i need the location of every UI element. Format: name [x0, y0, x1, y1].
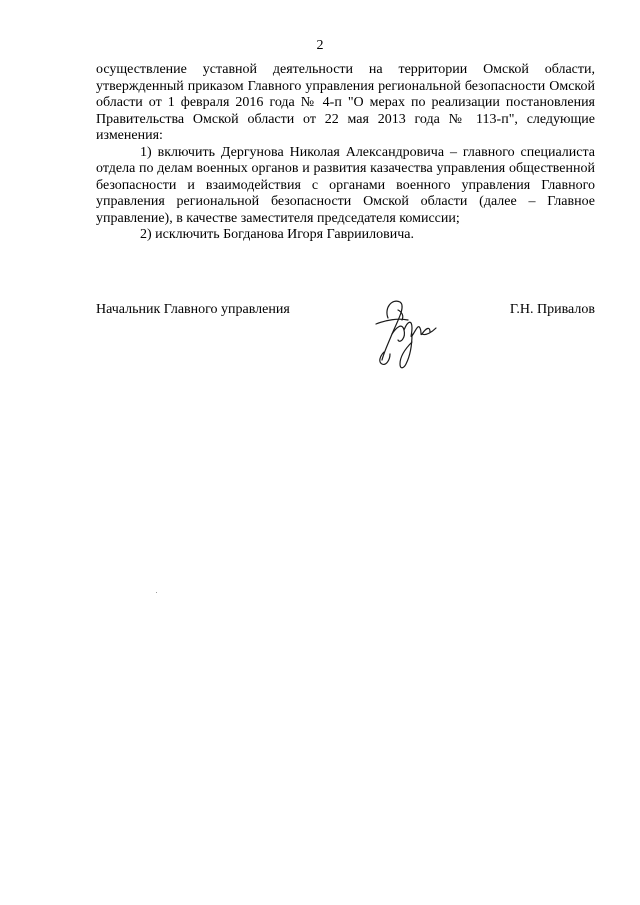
list-item-include: 1) включить Дергунова Николая Александровича – главного специалиста отдела по делам военных органов и развития казачества управления общественной безопасности и взаимодействия с органами военного управления Главного управления региональной безопасности Омской области (далее – Главное управление), в качестве заместителя председателя комиссии; [96, 144, 595, 226]
list-item-exclude: 2) исключить Богданова Игоря Гаврииловича. [140, 227, 415, 242]
scan-speck [156, 592, 157, 593]
signatory-title: Начальник Главного управления [96, 302, 290, 317]
signatory-name: Г.Н. Привалов [509, 302, 595, 317]
page-number: 2 [316, 38, 324, 53]
handwritten-signature-icon [362, 290, 442, 374]
signature-block [96, 302, 595, 322]
intro-paragraph: осуществление уставной деятельности на территории Омской области, утвержденный приказом Главного управления региональной безопасности Омской области от 1 февраля 2016 года № 4-п "О мерах по реализации постановления Правительства Омской области от 22 мая 2013 года № 113-п", следующие изменения: [96, 62, 595, 143]
document-body [96, 62, 595, 244]
